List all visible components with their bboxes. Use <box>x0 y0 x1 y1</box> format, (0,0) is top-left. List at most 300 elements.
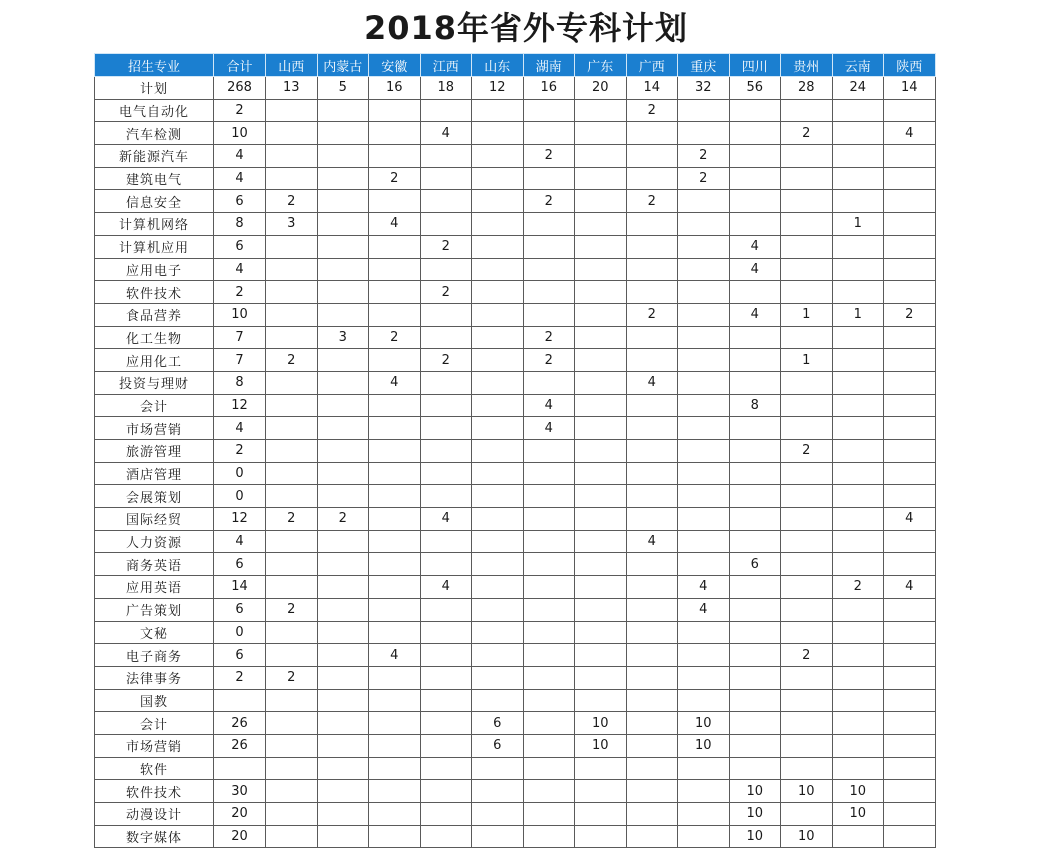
quota-cell <box>678 666 730 689</box>
major-name-cell: 建筑电气 <box>95 167 214 190</box>
quota-cell: 10 <box>729 780 781 803</box>
quota-cell <box>317 122 369 145</box>
quota-cell <box>884 462 936 485</box>
quota-cell <box>626 326 678 349</box>
quota-cell <box>420 734 472 757</box>
quota-cell: 4 <box>626 371 678 394</box>
quota-cell: 10 <box>575 712 627 735</box>
quota-cell <box>832 167 884 190</box>
quota-cell <box>266 145 318 168</box>
quota-cell <box>626 666 678 689</box>
quota-cell <box>317 803 369 826</box>
quota-cell: 2 <box>678 145 730 168</box>
major-name-cell: 商务英语 <box>95 553 214 576</box>
quota-cell <box>317 440 369 463</box>
quota-cell: 2 <box>266 598 318 621</box>
quota-cell <box>884 258 936 281</box>
total-cell: 4 <box>214 258 266 281</box>
quota-cell <box>369 508 421 531</box>
quota-cell <box>317 757 369 780</box>
quota-cell <box>575 122 627 145</box>
quota-cell: 2 <box>781 644 833 667</box>
quota-cell <box>729 508 781 531</box>
quota-cell <box>832 235 884 258</box>
quota-cell: 2 <box>420 235 472 258</box>
quota-cell: 4 <box>729 235 781 258</box>
quota-cell <box>523 825 575 848</box>
quota-cell <box>266 485 318 508</box>
total-cell: 0 <box>214 462 266 485</box>
quota-cell: 10 <box>729 825 781 848</box>
quota-cell <box>832 666 884 689</box>
column-header: 山东 <box>472 54 524 77</box>
quota-cell <box>884 371 936 394</box>
quota-cell: 1 <box>832 303 884 326</box>
quota-cell <box>832 417 884 440</box>
quota-cell <box>626 349 678 372</box>
major-name-cell: 广告策划 <box>95 598 214 621</box>
table-row <box>95 440 936 463</box>
quota-cell <box>884 326 936 349</box>
quota-cell <box>420 394 472 417</box>
quota-cell <box>729 213 781 236</box>
quota-cell <box>523 235 575 258</box>
quota-cell <box>317 598 369 621</box>
quota-cell: 3 <box>266 213 318 236</box>
quota-cell <box>472 258 524 281</box>
quota-cell <box>266 303 318 326</box>
quota-cell: 2 <box>266 508 318 531</box>
quota-cell <box>729 122 781 145</box>
quota-cell <box>678 235 730 258</box>
quota-cell <box>472 394 524 417</box>
quota-cell <box>523 757 575 780</box>
quota-cell <box>369 666 421 689</box>
quota-cell: 2 <box>781 440 833 463</box>
quota-cell <box>266 258 318 281</box>
major-name-cell: 软件 <box>95 757 214 780</box>
quota-cell <box>575 825 627 848</box>
total-cell <box>214 757 266 780</box>
quota-cell: 6 <box>729 553 781 576</box>
major-name-cell: 法律事务 <box>95 666 214 689</box>
quota-cell <box>472 644 524 667</box>
table-row <box>95 530 936 553</box>
quota-cell <box>832 712 884 735</box>
total-cell: 6 <box>214 553 266 576</box>
total-cell: 6 <box>214 598 266 621</box>
quota-cell <box>420 644 472 667</box>
quota-cell <box>678 258 730 281</box>
quota-cell <box>420 598 472 621</box>
table-row <box>95 235 936 258</box>
quota-cell: 2 <box>266 666 318 689</box>
major-name-cell: 化工生物 <box>95 326 214 349</box>
quota-cell: 10 <box>678 734 730 757</box>
quota-cell <box>523 122 575 145</box>
quota-cell <box>884 99 936 122</box>
quota-cell <box>832 326 884 349</box>
quota-cell <box>781 99 833 122</box>
quota-cell <box>575 99 627 122</box>
quota-cell <box>420 553 472 576</box>
quota-cell: 4 <box>523 394 575 417</box>
quota-cell <box>781 326 833 349</box>
quota-cell <box>369 530 421 553</box>
quota-cell <box>781 462 833 485</box>
major-name-cell: 电子商务 <box>95 644 214 667</box>
quota-cell <box>884 780 936 803</box>
quota-cell <box>369 712 421 735</box>
major-name-cell: 文秘 <box>95 621 214 644</box>
quota-cell <box>317 213 369 236</box>
quota-cell <box>678 303 730 326</box>
quota-cell <box>832 530 884 553</box>
quota-cell <box>369 145 421 168</box>
quota-cell <box>626 712 678 735</box>
quota-cell <box>678 803 730 826</box>
quota-cell <box>678 349 730 372</box>
table-row <box>95 689 936 712</box>
quota-cell <box>626 757 678 780</box>
quota-cell <box>266 734 318 757</box>
quota-cell <box>678 530 730 553</box>
quota-cell: 2 <box>266 190 318 213</box>
quota-cell: 2 <box>678 167 730 190</box>
total-cell: 20 <box>214 825 266 848</box>
quota-cell <box>678 394 730 417</box>
quota-cell <box>729 734 781 757</box>
quota-cell <box>575 303 627 326</box>
quota-cell <box>678 99 730 122</box>
quota-cell: 10 <box>781 825 833 848</box>
quota-cell <box>678 371 730 394</box>
quota-cell: 5 <box>317 77 369 100</box>
major-name-cell: 计划 <box>95 77 214 100</box>
quota-cell <box>729 145 781 168</box>
major-name-cell: 信息安全 <box>95 190 214 213</box>
total-cell: 10 <box>214 122 266 145</box>
major-name-cell: 会计 <box>95 394 214 417</box>
quota-cell <box>884 757 936 780</box>
quota-cell: 4 <box>420 122 472 145</box>
quota-cell <box>420 167 472 190</box>
column-header: 合计 <box>214 54 266 77</box>
quota-cell <box>729 349 781 372</box>
quota-cell <box>420 780 472 803</box>
column-header: 山西 <box>266 54 318 77</box>
quota-cell <box>317 485 369 508</box>
quota-cell <box>626 644 678 667</box>
quota-cell <box>832 598 884 621</box>
quota-cell <box>678 757 730 780</box>
quota-cell <box>832 122 884 145</box>
quota-cell <box>626 553 678 576</box>
quota-cell <box>266 825 318 848</box>
quota-cell <box>884 213 936 236</box>
major-name-cell: 计算机应用 <box>95 235 214 258</box>
quota-cell: 2 <box>420 349 472 372</box>
major-name-cell: 计算机网络 <box>95 213 214 236</box>
quota-cell <box>317 145 369 168</box>
quota-cell <box>678 122 730 145</box>
quota-cell <box>626 825 678 848</box>
quota-cell <box>523 530 575 553</box>
quota-cell <box>781 553 833 576</box>
quota-cell <box>317 99 369 122</box>
quota-cell: 32 <box>678 77 730 100</box>
quota-cell: 4 <box>369 644 421 667</box>
total-cell: 12 <box>214 394 266 417</box>
quota-cell <box>575 394 627 417</box>
quota-cell <box>781 417 833 440</box>
quota-cell: 8 <box>729 394 781 417</box>
quota-cell <box>317 576 369 599</box>
quota-cell <box>781 371 833 394</box>
quota-cell <box>523 689 575 712</box>
quota-cell <box>781 621 833 644</box>
quota-cell <box>266 235 318 258</box>
quota-cell: 2 <box>523 326 575 349</box>
quota-cell <box>369 576 421 599</box>
table-row <box>95 757 936 780</box>
quota-cell <box>523 303 575 326</box>
quota-cell <box>626 281 678 304</box>
quota-cell <box>420 621 472 644</box>
quota-cell <box>884 734 936 757</box>
quota-cell <box>884 598 936 621</box>
table-row <box>95 77 936 100</box>
quota-cell <box>626 734 678 757</box>
quota-cell <box>317 303 369 326</box>
table-row <box>95 371 936 394</box>
quota-cell <box>781 757 833 780</box>
quota-cell <box>678 326 730 349</box>
quota-cell: 4 <box>678 576 730 599</box>
quota-cell <box>884 394 936 417</box>
table-row <box>95 122 936 145</box>
quota-cell <box>678 689 730 712</box>
quota-cell <box>369 281 421 304</box>
quota-cell <box>369 440 421 463</box>
quota-cell <box>369 734 421 757</box>
quota-cell <box>884 417 936 440</box>
table-row <box>95 417 936 440</box>
quota-cell: 10 <box>678 712 730 735</box>
quota-cell <box>781 167 833 190</box>
quota-cell <box>523 485 575 508</box>
quota-cell: 13 <box>266 77 318 100</box>
total-cell: 268 <box>214 77 266 100</box>
quota-cell <box>781 508 833 531</box>
quota-cell <box>472 553 524 576</box>
quota-cell: 4 <box>420 576 472 599</box>
quota-cell: 12 <box>472 77 524 100</box>
quota-cell <box>369 757 421 780</box>
quota-cell <box>678 553 730 576</box>
quota-cell <box>472 371 524 394</box>
quota-cell <box>523 371 575 394</box>
column-header-major: 招生专业 <box>95 54 214 77</box>
table-row <box>95 190 936 213</box>
total-cell: 2 <box>214 281 266 304</box>
total-cell: 7 <box>214 326 266 349</box>
quota-cell <box>781 689 833 712</box>
table-row <box>95 349 936 372</box>
quota-cell <box>266 417 318 440</box>
quota-cell <box>884 825 936 848</box>
quota-cell <box>575 235 627 258</box>
quota-cell <box>317 530 369 553</box>
quota-cell <box>420 825 472 848</box>
quota-cell <box>266 803 318 826</box>
quota-cell <box>420 99 472 122</box>
quota-cell <box>884 145 936 168</box>
quota-cell <box>626 235 678 258</box>
quota-cell <box>626 394 678 417</box>
quota-cell <box>472 598 524 621</box>
quota-cell <box>678 644 730 667</box>
quota-cell <box>832 462 884 485</box>
quota-cell <box>369 598 421 621</box>
quota-cell <box>420 258 472 281</box>
quota-cell: 14 <box>626 77 678 100</box>
quota-cell: 2 <box>781 122 833 145</box>
quota-cell <box>678 462 730 485</box>
table-row <box>95 780 936 803</box>
quota-cell <box>523 803 575 826</box>
table-header-row <box>95 54 936 77</box>
quota-cell <box>781 598 833 621</box>
major-name-cell: 市场营销 <box>95 734 214 757</box>
quota-cell <box>420 462 472 485</box>
quota-cell: 2 <box>369 167 421 190</box>
quota-cell <box>884 349 936 372</box>
quota-cell <box>472 689 524 712</box>
enrollment-plan-table <box>94 53 936 848</box>
quota-cell: 20 <box>575 77 627 100</box>
quota-cell <box>575 258 627 281</box>
total-cell: 4 <box>214 530 266 553</box>
total-cell: 0 <box>214 621 266 644</box>
quota-cell <box>781 803 833 826</box>
quota-cell <box>884 621 936 644</box>
table-row <box>95 167 936 190</box>
quota-cell <box>369 417 421 440</box>
quota-cell <box>781 712 833 735</box>
quota-cell <box>884 803 936 826</box>
quota-cell <box>729 440 781 463</box>
major-name-cell: 人力资源 <box>95 530 214 553</box>
quota-cell <box>575 213 627 236</box>
total-cell: 26 <box>214 734 266 757</box>
quota-cell <box>523 598 575 621</box>
quota-cell: 4 <box>369 371 421 394</box>
quota-cell <box>472 825 524 848</box>
quota-cell <box>369 394 421 417</box>
quota-cell <box>266 712 318 735</box>
total-cell: 7 <box>214 349 266 372</box>
quota-cell <box>575 145 627 168</box>
major-name-cell: 市场营销 <box>95 417 214 440</box>
quota-cell <box>369 689 421 712</box>
quota-cell <box>523 213 575 236</box>
quota-cell <box>472 190 524 213</box>
quota-cell: 4 <box>884 508 936 531</box>
quota-cell <box>678 825 730 848</box>
quota-cell <box>420 190 472 213</box>
quota-cell: 16 <box>369 77 421 100</box>
quota-cell <box>729 757 781 780</box>
quota-cell <box>729 485 781 508</box>
quota-cell <box>266 689 318 712</box>
quota-cell <box>317 712 369 735</box>
quota-cell <box>729 689 781 712</box>
quota-cell <box>369 780 421 803</box>
table-row <box>95 258 936 281</box>
quota-cell <box>729 371 781 394</box>
quota-cell <box>317 689 369 712</box>
quota-cell <box>472 621 524 644</box>
quota-cell <box>266 326 318 349</box>
quota-cell <box>832 371 884 394</box>
quota-cell <box>729 417 781 440</box>
quota-cell <box>369 99 421 122</box>
quota-cell <box>420 530 472 553</box>
quota-cell <box>472 666 524 689</box>
quota-cell <box>575 190 627 213</box>
quota-cell <box>317 394 369 417</box>
quota-cell <box>832 145 884 168</box>
quota-cell: 4 <box>369 213 421 236</box>
total-cell: 30 <box>214 780 266 803</box>
table-row <box>95 213 936 236</box>
quota-cell <box>472 576 524 599</box>
quota-cell: 2 <box>626 303 678 326</box>
quota-cell <box>575 780 627 803</box>
quota-cell: 2 <box>523 145 575 168</box>
quota-cell <box>781 281 833 304</box>
quota-cell <box>523 508 575 531</box>
quota-cell <box>729 666 781 689</box>
quota-cell <box>472 462 524 485</box>
quota-cell <box>729 644 781 667</box>
quota-cell <box>678 417 730 440</box>
quota-cell <box>523 553 575 576</box>
quota-cell: 28 <box>781 77 833 100</box>
quota-cell: 14 <box>884 77 936 100</box>
quota-cell <box>420 371 472 394</box>
quota-cell <box>832 485 884 508</box>
quota-cell <box>420 757 472 780</box>
quota-cell <box>317 349 369 372</box>
total-cell: 6 <box>214 644 266 667</box>
quota-cell <box>884 485 936 508</box>
quota-cell <box>884 553 936 576</box>
quota-cell: 6 <box>472 734 524 757</box>
quota-cell: 2 <box>626 99 678 122</box>
table-row <box>95 508 936 531</box>
total-cell: 26 <box>214 712 266 735</box>
quota-cell <box>317 371 369 394</box>
quota-cell <box>832 757 884 780</box>
quota-cell <box>832 394 884 417</box>
quota-cell <box>729 190 781 213</box>
quota-cell <box>678 281 730 304</box>
quota-cell: 2 <box>420 281 472 304</box>
quota-cell <box>626 576 678 599</box>
quota-cell <box>575 689 627 712</box>
